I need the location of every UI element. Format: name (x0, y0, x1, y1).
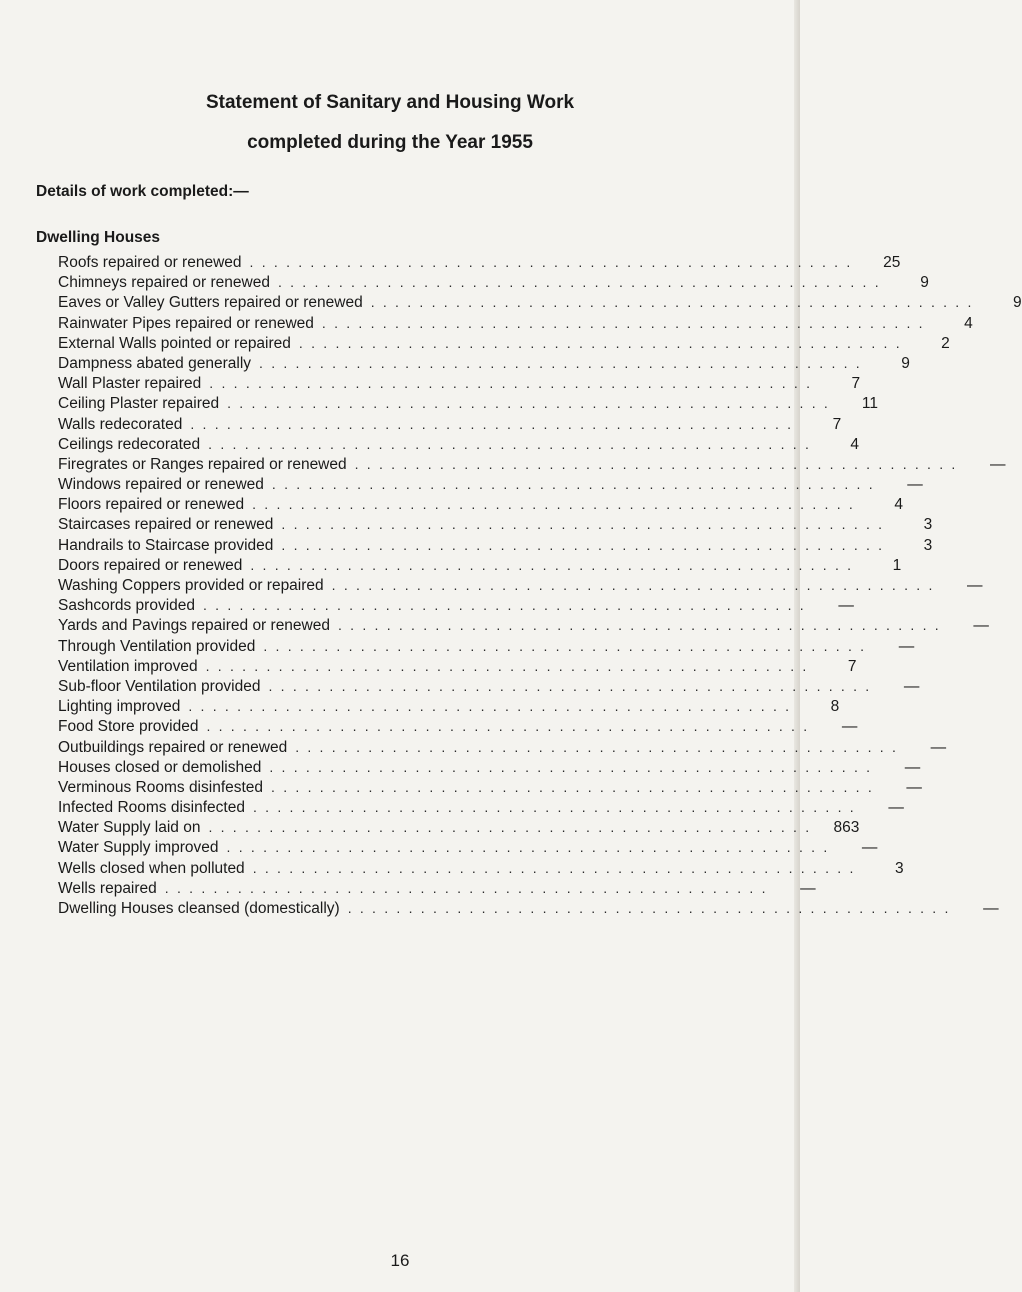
row-label: Washing Coppers provided or repaired (58, 577, 324, 594)
row-value: — (930, 738, 947, 756)
row-value: 4 (894, 496, 903, 514)
row-label: Wells repaired (58, 879, 157, 897)
row-label: Rainwater Pipes repaired or renewed (58, 314, 314, 332)
table-row (58, 716, 858, 736)
row-value: 9 (901, 354, 910, 372)
row-label: Ventilation improved (58, 657, 198, 675)
row-value: 2 (941, 334, 950, 352)
row-label: Walls redecorated (58, 415, 183, 433)
table-row (58, 333, 950, 353)
row-label: Roofs repaired or renewed (58, 254, 242, 271)
table-row (58, 494, 903, 514)
row-value: 4 (850, 435, 860, 453)
dot-leader: . . . . . . . . . . . . . . . . . . . . . . . . . . . . . . . . . . . . . . . . . . . . . . . . . . (203, 597, 806, 614)
table-row (58, 878, 816, 898)
row-label: Verminous Rooms disinfested (58, 778, 264, 796)
row-value: 7 (832, 415, 842, 433)
dot-leader: . . . . . . . . . . . . . . . . . . . . . . . . . . . . . . . . . . . . . . . . . . . . . . . . . . (249, 254, 853, 270)
table-row (58, 858, 904, 878)
dot-leader: . . . . . . . . . . . . . . . . . . . . . . . . . . . . . . . . . . . . . . . . . . . . . . . . . . (164, 879, 768, 896)
row-value: 9 (1012, 294, 1022, 312)
row-value: 9 (920, 274, 929, 292)
table-row (58, 414, 842, 434)
table-row (58, 615, 989, 635)
row-label: Eaves or Valley Gutters repaired or renewed (58, 294, 363, 312)
dot-leader: . . . . . . . . . . . . . . . . . . . . . . . . . . . . . . . . . . . . . . . . . . . . . . . . . . (208, 435, 812, 452)
table-row (58, 595, 854, 615)
row-label: Through Ventilation provided (58, 637, 256, 655)
row-label: Chimneys repaired or renewed (58, 274, 270, 292)
work-items-list (58, 252, 1022, 918)
row-label: Wells closed when polluted (58, 859, 245, 877)
row-value: — (906, 778, 922, 796)
table-row (58, 737, 947, 757)
table-row (58, 474, 923, 494)
row-label: Doors repaired or renewed (58, 556, 243, 574)
dot-leader: . . . . . . . . . . . . . . . . . . . . . . . . . . . . . . . . . . . . . . . . . . . . . . . . . . (281, 536, 885, 553)
dot-leader: . . . . . . . . . . . . . . . . . . . . . . . . . . . . . . . . . . . . . . . . . . . . . . . . . . (206, 718, 810, 735)
row-label: Houses closed or demolished (58, 758, 262, 776)
row-label: Lighting improved (58, 698, 181, 716)
table-row (58, 393, 878, 413)
dot-leader: . . . . . . . . . . . . . . . . . . . . . . . . . . . . . . . . . . . . . . . . . . . . . . . . . . (269, 758, 873, 775)
table-row (58, 252, 901, 272)
row-value: — (861, 839, 878, 857)
row-label: Windows repaired or renewed (58, 476, 264, 494)
row-label: Dampness abated generally (58, 354, 252, 372)
section-heading-dwelling-houses: Dwelling Houses (36, 229, 161, 246)
dot-leader: . . . . . . . . . . . . . . . . . . . . . . . . . . . . . . . . . . . . . . . . . . . . . . . . . . (337, 617, 941, 634)
table-row (58, 514, 933, 534)
row-value: 3 (923, 536, 933, 554)
row-label: Wall Plaster repaired (58, 375, 202, 393)
dot-leader: . . . . . . . . . . . . . . . . . . . . . . . . . . . . . . . . . . . . . . . . . . . . . . . . . . (347, 900, 951, 916)
dot-leader: . . . . . . . . . . . . . . . . . . . . . . . . . . . . . . . . . . . . . . . . . . . . . . . . . . (209, 375, 813, 392)
table-row (58, 817, 860, 837)
dot-leader: . . . . . . . . . . . . . . . . . . . . . . . . . . . . . . . . . . . . . . . . . . . . . . . . . . (190, 415, 794, 432)
row-label: Infected Rooms disinfected (58, 799, 245, 817)
row-value: 3 (894, 859, 904, 877)
dot-leader: . . . . . . . . . . . . . . . . . . . . . . . . . . . . . . . . . . . . . . . . . . . . . . . . . . (281, 516, 885, 533)
row-label: Yards and Pavings repaired or renewed (58, 617, 330, 635)
dot-leader: . . . . . . . . . . . . . . . . . . . . . . . . . . . . . . . . . . . . . . . . . . . . . . . . . . (208, 819, 812, 836)
row-label: External Walls pointed or repaired (58, 334, 291, 352)
dot-leader: . . . . . . . . . . . . . . . . . . . . . . . . . . . . . . . . . . . . . . . . . . . . . . . . . . (298, 334, 902, 351)
row-value: — (904, 758, 921, 776)
row-value: — (983, 900, 999, 917)
row-label: Water Supply improved (58, 839, 219, 857)
dot-leader: . . . . . . . . . . . . . . . . . . . . . . . . . . . . . . . . . . . . . . . . . . . . . . . . . . (259, 354, 862, 371)
dot-leader: . . . . . . . . . . . . . . . . . . . . . . . . . . . . . . . . . . . . . . . . . . . . . . . . . . (268, 677, 872, 694)
row-value: 7 (847, 657, 857, 675)
table-row (58, 373, 861, 393)
dot-leader: . . . . . . . . . . . . . . . . . . . . . . . . . . . . . . . . . . . . . . . . . . . . . . . . . . (205, 657, 809, 674)
document-subtitle: completed during the Year 1955 (247, 132, 533, 153)
row-label: Outbuildings repaired or renewed (58, 738, 288, 756)
row-value: 25 (883, 254, 901, 271)
row-value: 3 (923, 516, 933, 534)
table-row (58, 757, 921, 777)
row-value: — (888, 799, 904, 817)
dot-leader: . . . . . . . . . . . . . . . . . . . . . . . . . . . . . . . . . . . . . . . . . . . . . . . . . . (252, 799, 856, 816)
document-title: Statement of Sanitary and Housing Work (205, 92, 575, 113)
table-row (58, 696, 840, 716)
row-value: 7 (851, 375, 861, 393)
table-row (58, 575, 983, 595)
table-row (58, 272, 929, 292)
table-row (58, 656, 857, 676)
row-value: — (841, 718, 858, 736)
table-row (58, 353, 910, 373)
dot-leader: . . . . . . . . . . . . . . . . . . . . . . . . . . . . . . . . . . . . . . . . . . . . . . . . . . (252, 859, 856, 876)
table-row (58, 777, 922, 797)
row-value: 863 (833, 819, 860, 837)
table-row (58, 292, 1022, 312)
row-value: 4 (964, 314, 973, 332)
dot-leader: . . . . . . . . . . . . . . . . . . . . . . . . . . . . . . . . . . . . . . . . . . . . . . . . . . (188, 698, 792, 715)
dot-leader: . . . . . . . . . . . . . . . . . . . . . . . . . . . . . . . . . . . . . . . . . . . . . . . . . . (226, 839, 830, 856)
row-label: Water Supply laid on (58, 819, 201, 837)
dot-leader: . . . . . . . . . . . . . . . . . . . . . . . . . . . . . . . . . . . . . . . . . . . . . . . . . . (370, 294, 974, 311)
dot-leader: . . . . . . . . . . . . . . . . . . . . . . . . . . . . . . . . . . . . . . . . . . . . . . . . . . (331, 577, 935, 593)
row-label: Ceilings redecorated (58, 435, 201, 453)
table-row (58, 636, 915, 656)
page-number: 16 (390, 1251, 410, 1270)
row-value: — (907, 476, 923, 494)
dot-leader: . . . . . . . . . . . . . . . . . . . . . . . . . . . . . . . . . . . . . . . . . . . . . . . . . . (321, 314, 925, 331)
row-label: Food Store provided (58, 718, 199, 736)
dot-leader: . . . . . . . . . . . . . . . . . . . . . . . . . . . . . . . . . . . . . . . . . . . . . . . . . . (263, 637, 867, 654)
table-row (58, 676, 920, 696)
dot-leader: . . . . . . . . . . . . . . . . . . . . . . . . . . . . . . . . . . . . . . . . . . . . . . . . . . (271, 778, 874, 795)
table-row (58, 434, 860, 454)
row-value: — (973, 617, 989, 635)
table-row (58, 555, 902, 575)
details-heading: Details of work completed:— (36, 183, 249, 200)
table-row (58, 535, 933, 555)
table-row (58, 797, 904, 817)
dot-leader: . . . . . . . . . . . . . . . . . . . . . . . . . . . . . . . . . . . . . . . . . . . . . . . . . . (252, 496, 855, 513)
row-value: — (898, 637, 915, 655)
table-row (58, 898, 999, 918)
row-label: Dwelling Houses cleansed (domestically) (58, 900, 340, 917)
row-value: — (800, 879, 816, 897)
table-row (58, 313, 973, 333)
row-label: Floors repaired or renewed (58, 496, 245, 514)
row-value: — (990, 455, 1006, 473)
row-value: 8 (830, 698, 840, 716)
dot-leader: . . . . . . . . . . . . . . . . . . . . . . . . . . . . . . . . . . . . . . . . . . . . . . . . . . (250, 556, 854, 573)
table-row (58, 454, 1006, 474)
row-label: Sashcords provided (58, 597, 195, 615)
row-value: — (903, 677, 920, 695)
dot-leader: . . . . . . . . . . . . . . . . . . . . . . . . . . . . . . . . . . . . . . . . . . . . . . . . . . (271, 476, 875, 493)
dot-leader: . . . . . . . . . . . . . . . . . . . . . . . . . . . . . . . . . . . . . . . . . . . . . . . . . . (354, 455, 958, 472)
dot-leader: . . . . . . . . . . . . . . . . . . . . . . . . . . . . . . . . . . . . . . . . . . . . . . . . . . (277, 274, 881, 291)
dot-leader: . . . . . . . . . . . . . . . . . . . . . . . . . . . . . . . . . . . . . . . . . . . . . . . . . . (295, 738, 899, 755)
row-value: — (838, 597, 854, 615)
row-value: 11 (861, 395, 878, 413)
dot-leader: . . . . . . . . . . . . . . . . . . . . . . . . . . . . . . . . . . . . . . . . . . . . . . . . . . (227, 395, 830, 412)
row-label: Ceiling Plaster repaired (58, 395, 220, 413)
table-row (58, 837, 878, 857)
row-value: 1 (892, 556, 902, 574)
row-label: Sub-floor Ventilation provided (58, 677, 261, 695)
row-value: — (967, 577, 983, 594)
row-label: Firegrates or Ranges repaired or renewed (58, 455, 347, 473)
row-label: Handrails to Staircase provided (58, 536, 274, 554)
row-label: Staircases repaired or renewed (58, 516, 274, 534)
